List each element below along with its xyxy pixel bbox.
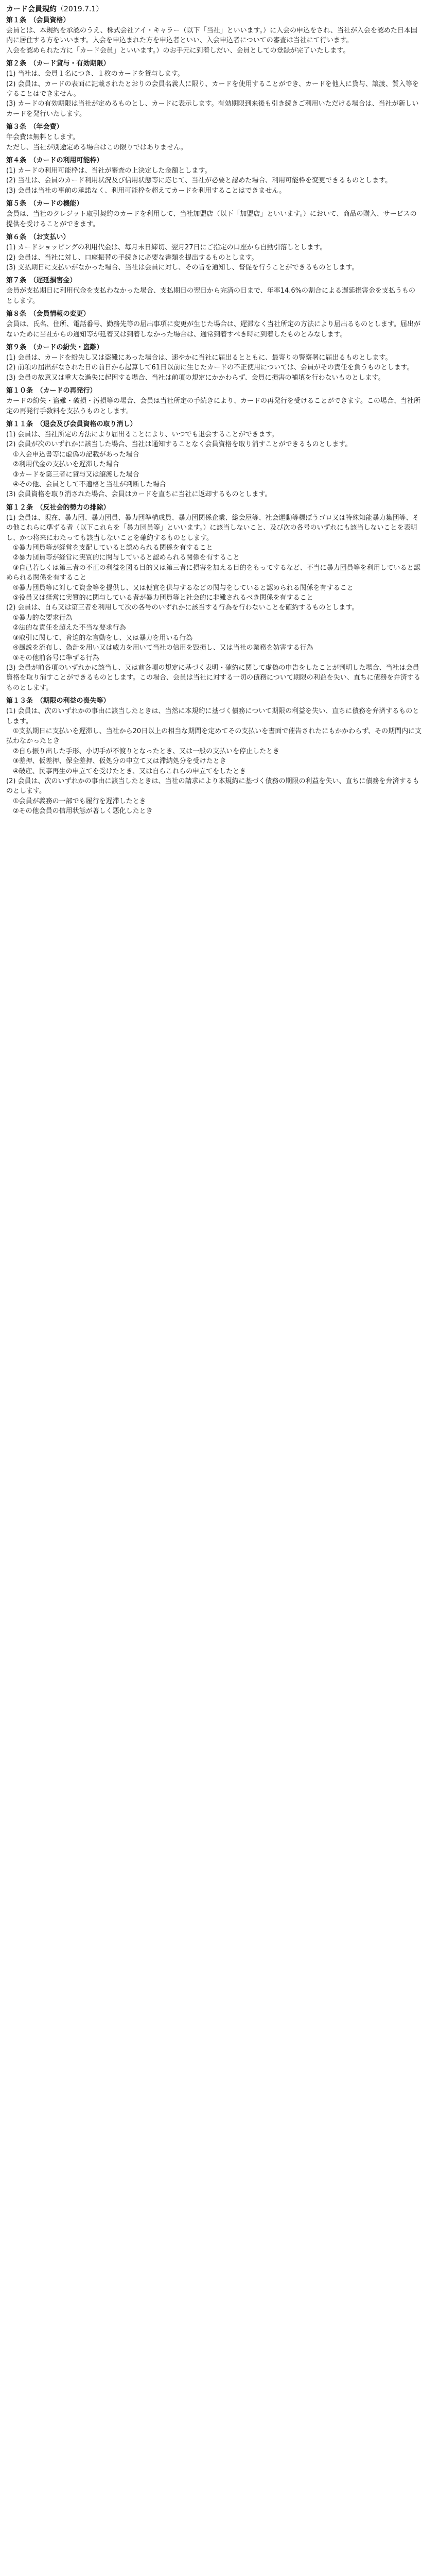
article-section xyxy=(6,343,422,383)
article-heading: 第２条 （カード貸与・有効期限） xyxy=(6,60,110,68)
article-section xyxy=(6,122,422,152)
article-body: (1) 会員は、当社所定の方法により届出ることにより、いつでも退会することができます。 (2) 会員が次のいずれかに該当した場合、当社は通知することなく会員資格を取り消すことができるものとします。 ①入会申込書等に虚偽の記載があった場合 ②利用代金の支払いを遅滞した場合 ③カードを第三者に貸与又は譲渡した場合 ④その他、会員として不適格と当社が判断した場合 (3) 会員資格を取り消された場合、会員はカードを直ちに当社に返却するものとします。 xyxy=(6,430,352,499)
article-body: (1) 会員は、現在、暴力団、暴力団員、暴力団準構成員、暴力団関係企業、総会屋等、社会運動等標ぼうゴロ又は特殊知能暴力集団等、その他これらに準ずる者（以下これらを「暴力団員等」といいます。）に該当しないこと、及び次の各号のいずれにも該当しないことを表明し、かつ将来にわたっても該当しないことを確約するものとします。 ①暴力団員等が経営を支配していると認められる関係を有すること ②暴力団員等が経営に実質的に関与していると認められる関係を有すること ③自己若しくは第三者の不正の利益を図る目的又は第三者に損害を加える目的をもってするなど、不当に暴力団員等を利用していると認められる関係を有すること ④暴力団員等に対して資金等を提供し、又は便宜を供与するなどの関与をしていると認められる関係を有すること ⑤役員又は経営に実質的に関与している者が暴力団員等と社会的に非難されるべき関係を有すること (2) 会員は、自ら又は第三者を利用して次の各号のいずれかに該当する行為を行わないことを確約するものとします。 ①暴力的な要求行為 ②法的な責任を超えた不当な要求行為 ③取引に関して、脅迫的な言動をし、又は暴力を用いる行為 ④風説を流布し、偽計を用い又は威力を用いて当社の信用を毀損し、又は当社の業務を妨害する行為 ⑤その他前各号に準ずる行為 (3) 会員が前各項のいずれかに該当し、又は前各項の規定に基づく表明・確約に関して虚偽の申告をしたことが判明した場合、当社は会員資格を取り消すことができるものとします。この場合、会員は当社に対する一切の債務について期限の利益を失い、直ちに債務を弁済するものとします。 xyxy=(6,514,420,692)
article-body: 会員は、氏名、住所、電話番号、勤務先等の届出事項に変更が生じた場合は、遅滞なく当社所定の方法により届出るものとします。届出がないために当社からの通知等が延着又は到着しなかった場合は、通常到着すべき時に到着したものとみなします。 xyxy=(6,320,420,338)
document-revision-date: （2019.7.1） xyxy=(57,5,103,13)
article-section xyxy=(6,59,422,119)
article-body: (1) 会員は、次のいずれかの事由に該当したときは、当然に本規約に基づく債務について期限の利益を失い、直ちに債務を弁済するものとします。 ①支払期日に支払いを遅滞し、当社から20日以上の相当な期間を定めてその支払いを書面で催告されたにもかかわらず、その期間内に支払わなかったとき ②自ら振り出した手形、小切手が不渡りとなったとき、又は一般の支払いを停止したとき ③差押、仮差押、保全差押、仮処分の申立て又は滞納処分を受けたとき ④破産、民事再生の申立てを受けたとき、又は自らこれらの申立てをしたとき (2) 会員は、次のいずれかの事由に該当したときは、当社の請求により本規約に基づく債務の期限の利益を失い、直ちに債務を弁済するものとします。 ①会員が義務の一部でも履行を遅滞したとき ②その他会員の信用状態が著しく悪化したとき xyxy=(6,707,422,816)
article-body: 会員は、当社のクレジット取引契約のカードを利用して、当社加盟店（以下「加盟店」といいます。）において、商品の購入、サービスの提供を受けることができます。 xyxy=(6,210,417,228)
article-heading: 第１０条 （カードの再発行） xyxy=(6,387,97,395)
article-section xyxy=(6,309,422,340)
article-body: (1) 当社は、会員１名につき、１枚のカードを貸与します。 (2) 会員は、カードの表面に記載されたとおりの会員名義人に限り、カードを使用することができ、カードを他人に貸与、譲渡、質入等をすることはできません。 (3) カードの有効期限は当社が定めるものとし、カードに表示します。有効期限到来後も引き続きご利用いただける場合は、当社が新しいカードを発行いたします。 xyxy=(6,70,419,118)
article-heading: 第４条 （カードの利用可能枠） xyxy=(6,157,103,165)
article-section xyxy=(6,199,422,229)
article-heading: 第１３条 （期限の利益の喪失等） xyxy=(6,697,110,705)
article-heading: 第１２条 （反社会的勢力の排除） xyxy=(6,503,110,512)
article-section xyxy=(6,232,422,273)
article-heading: 第３条 （年会費） xyxy=(6,123,63,131)
article-heading: 第９条 （カードの紛失・盗難） xyxy=(6,343,103,351)
article-body: 会員とは、本規約を承認のうえ、株式会社アイ・キャラー（以下「当社」といいます。）に入会の申込をされ、当社が入会を認めた日本国内に居住する方をいいます。入会を申込まれた方を申込者といい、入会申込者についての審査は当社にて行います。 入会を認められた方に「カード会員」といいます。）のお手元に到着しだい、会員としての登録が完了いたします。 xyxy=(6,27,417,55)
article-body: 会員が支払期日に利用代金を支払わなかった場合、支払期日の翌日から完済の日まで、年率14.6%の割合による遅延損害金を支払うものとします。 xyxy=(6,287,416,305)
article-section xyxy=(6,696,422,816)
article-section xyxy=(6,503,422,693)
terms-document xyxy=(0,0,422,817)
article-heading: 第１１条 （退会及び会員資格の取り消し） xyxy=(6,420,137,428)
article-heading: 第６条 （お支払い） xyxy=(6,233,70,242)
document-title xyxy=(6,4,422,14)
article-heading: 第７条 （遅延損害金） xyxy=(6,277,77,285)
article-body: (1) 会員は、カードを紛失し又は盗難にあった場合は、速やかに当社に届出るとともに、最寄りの警察署に届出るものとします。 (2) 前項の届出がなされた日の前日から起算して61日以前に生じたカードの不正使用については、会員がその責任を負うものとします。 (3) 会員の故意又は重大な過失に起因する場合、当社は前項の規定にかかわらず、会員に損害の補填を行わないものとします。 xyxy=(6,353,414,382)
article-body: 年会費は無料とします。 ただし、当社が別途定める場合はこの限りではありません。 xyxy=(6,133,187,151)
article-section xyxy=(6,419,422,500)
document-title-text: カード会員規約 xyxy=(6,5,57,13)
article-section xyxy=(6,15,422,56)
article-heading: 第１条 （会員資格） xyxy=(6,16,70,24)
article-heading: 第５条 （カードの機能） xyxy=(6,200,83,208)
article-section xyxy=(6,386,422,416)
article-section xyxy=(6,276,422,306)
article-heading: 第８条 （会員情報の変更） xyxy=(6,310,90,318)
article-body: (1) カードの利用可能枠は、当社が審査の上決定した金額とします。 (2) 当社は、会員のカード利用状況及び信用状態等に応じて、当社が必要と認めた場合、利用可能枠を変更できるものとします。 (3) 会員は当社の事前の承諾なく、利用可能枠を超えてカードを利用することはできません。 xyxy=(6,167,392,195)
article-section xyxy=(6,156,422,196)
article-body: カードの紛失・盗難・破損・汚損等の場合、会員は当社所定の手続きにより、カードの再発行を受けることができます。この場合、当社所定の再発行手数料を支払うものとします。 xyxy=(6,397,420,415)
article-body: (1) カードショッピングの利用代金は、毎月末日締切、翌月27日にご指定の口座から自動引落しとします。 (2) 会員は、当社に対し、口座振替の手続きに必要な書類を提出するものとします。 (3) 支払期日に支払いがなかった場合、当社は会員に対し、その旨を通知し、督促を行うことができるものとします。 xyxy=(6,244,359,272)
